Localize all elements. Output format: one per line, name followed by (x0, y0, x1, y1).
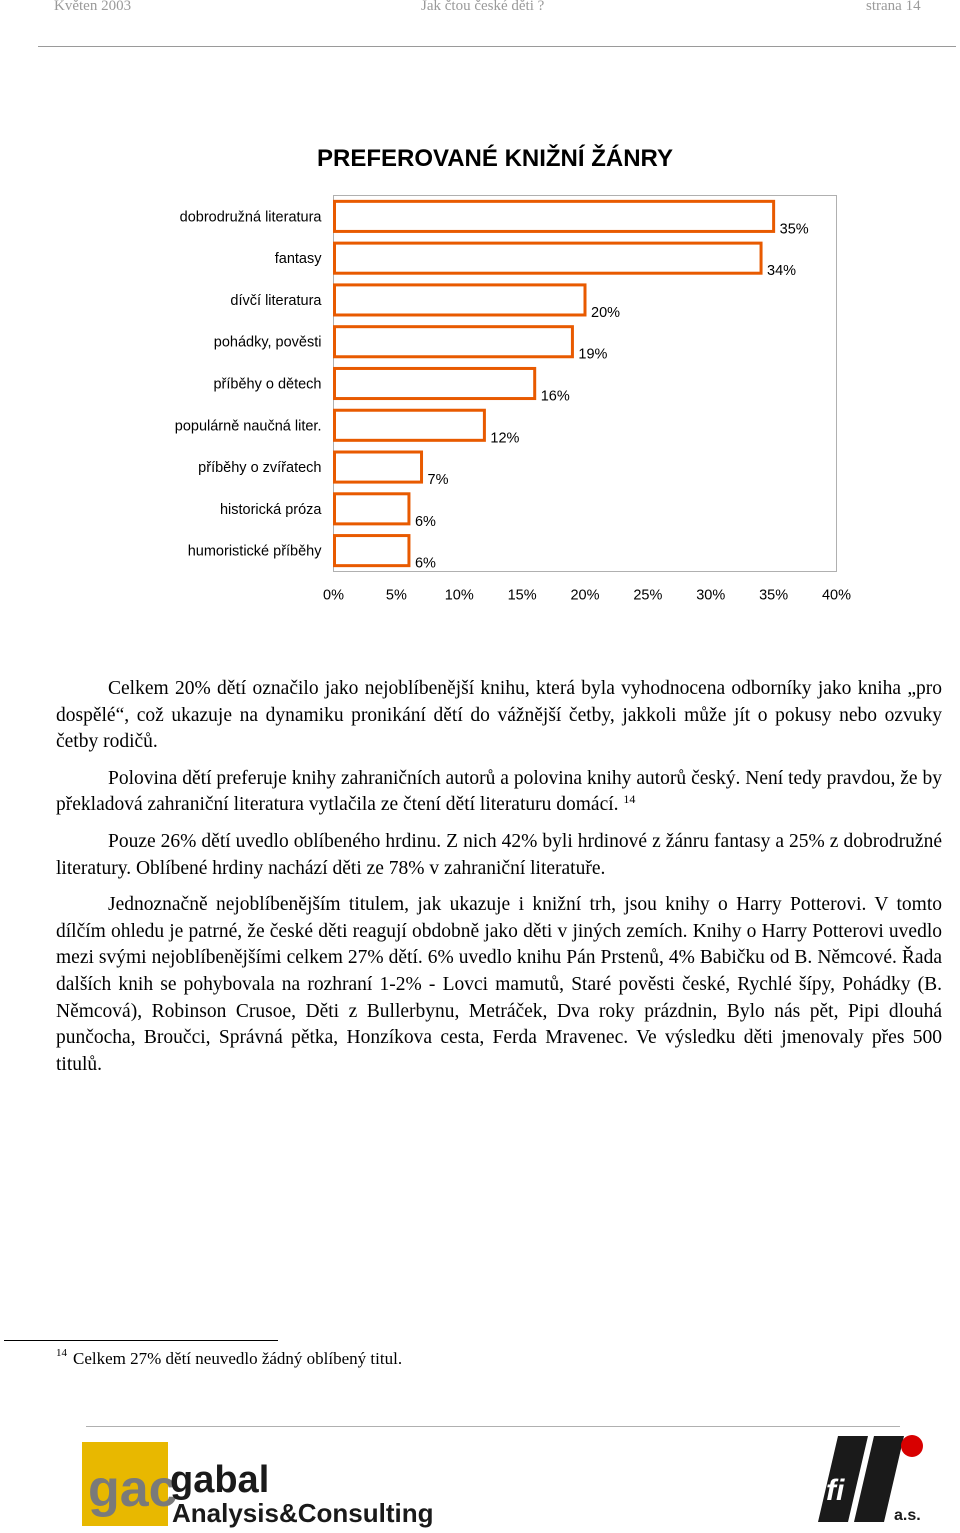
paragraph-2-text: Polovina dětí preferuje knihy zahraničních autorů a polovina knihy autorů český. Není tedy pravdou, že by překladová zahraniční literatura vytlačila ze čtení dětí literaturu domácí. (56, 767, 942, 816)
footnote-text: Celkem 27% dětí neuvedlo žádný oblíbený titul. (73, 1349, 403, 1368)
value-label-7: 6% (414, 513, 436, 530)
footnote-number: 14 (56, 1347, 67, 1359)
header-title: Jak čtou české děti ? (421, 0, 545, 14)
value-label-1: 34% (767, 263, 797, 280)
body-text (56, 676, 942, 1088)
x-axis-tick-labels (323, 588, 851, 604)
footnote-divider (4, 1340, 278, 1341)
paragraph-1: Celkem 20% dětí označilo jako nejoblíbenější knihu, která byla vyhodnocena odborníky jako kniha „pro dospělé“, což ukazuje na dynamiku pronikání dětí do vážnější četby, jakkoli může jít o pokusy nebo ozvuky četby rodičů. (56, 678, 942, 753)
footer-divider (86, 1426, 900, 1427)
bar-8 (335, 536, 409, 566)
gabal-logo-subtitle: Analysis&Consulting (172, 1498, 434, 1528)
x-tick-label-4: 20% (570, 587, 600, 604)
bar-3 (335, 327, 573, 357)
header-date: Květen 2003 (54, 0, 132, 14)
x-tick-label-1: 5% (385, 587, 407, 604)
gabal-logo (82, 1440, 434, 1530)
bar-1 (335, 243, 762, 273)
bar-4 (335, 368, 535, 398)
paragraph-3: Pouze 26% dětí uvedlo oblíbeného hrdinu. Z nich 42% byli hrdinové z žánru fantasy a 25% z dobrodružné literatury. Oblíbené hrdiny nachází děti ze 78% v zahraniční literatuře. (56, 830, 942, 879)
fi-logo-dot (901, 1435, 923, 1457)
category-label-7: historická próza (219, 501, 322, 518)
value-label-3: 19% (578, 346, 608, 363)
category-label-2: dívčí literatura (230, 292, 322, 309)
paragraph-4: Jednoznačně nejoblíbenějším titulem, jak ukazuje i knižní trh, jsou knihy o Harry Potterovi. V tomto dílčím ohledu je patrné, že české děti reagují obdobně jako děti v jiných zemích. Knihy o Harry Potterovi uvedlo mezi svými nejoblíbenějšími celkem 27% dětí. 6% uvedlo knihu Pán Prstenů, 4% Babičku od B. Němcové. Řada dalších knih se pohybovala na rozhraní 1-2% - Lovci mamutů, Staré pověsti české, Rychlé šípy, Pohádky (B. Němcová), Robinson Crusoe, Děti z Bullerbynu, Metráček, Dva roky prázdnin, Bylo nás pět, Pipi dlouhá punčocha, Broučci, Správná pětka, Honzíkova cesta, Ferda Mravenec. Ve výsledku děti jmenovaly přes 500 titulů. (56, 894, 942, 1075)
page-header (0, 0, 960, 20)
x-tick-label-3: 15% (507, 587, 537, 604)
fi-logo-subtitle: a.s. (894, 1507, 921, 1524)
bar-2 (335, 285, 586, 315)
category-label-3: pohádky, pověsti (213, 334, 322, 351)
investment-fund-logo (808, 1430, 938, 1530)
value-label-2: 20% (591, 304, 621, 321)
category-label-0: dobrodružná literatura (179, 209, 322, 226)
value-label-6: 7% (427, 472, 449, 489)
fi-logo-letters: fi (826, 1474, 845, 1507)
bar-7 (335, 494, 409, 524)
genre-bar-chart (120, 130, 880, 620)
x-tick-label-2: 10% (444, 587, 474, 604)
category-labels (175, 209, 323, 559)
footnote-reference[interactable]: 14 (623, 792, 636, 807)
bar-6 (335, 452, 422, 482)
gabal-logo-name: gabal (170, 1459, 270, 1501)
bar-5 (335, 410, 485, 440)
category-label-6: příběhy o zvířatech (198, 460, 322, 477)
header-page-number: strana 14 (866, 0, 921, 14)
gac-logo-letters: gac (88, 1460, 178, 1518)
bar-group (335, 201, 774, 565)
x-tick-label-6: 30% (696, 587, 726, 604)
x-tick-label-7: 35% (759, 587, 789, 604)
value-label-0: 35% (779, 221, 809, 238)
header-divider (38, 46, 956, 47)
category-label-5: populárně naučná liter. (174, 418, 322, 435)
bar-0 (335, 201, 774, 231)
x-tick-label-5: 25% (633, 587, 663, 604)
value-label-8: 6% (414, 555, 436, 572)
value-label-4: 16% (540, 388, 570, 405)
chart-title: PREFEROVANÉ KNIŽNÍ ŽÁNRY (316, 145, 674, 172)
category-label-1: fantasy (274, 251, 322, 268)
category-label-8: humoristické příběhy (187, 543, 322, 560)
value-label-5: 12% (490, 430, 520, 447)
x-tick-label-0: 0% (323, 587, 344, 604)
category-label-4: příběhy o dětech (213, 376, 322, 393)
footnote (56, 1349, 402, 1369)
paragraph-2 (56, 766, 942, 819)
x-tick-label-8: 40% (821, 587, 852, 604)
